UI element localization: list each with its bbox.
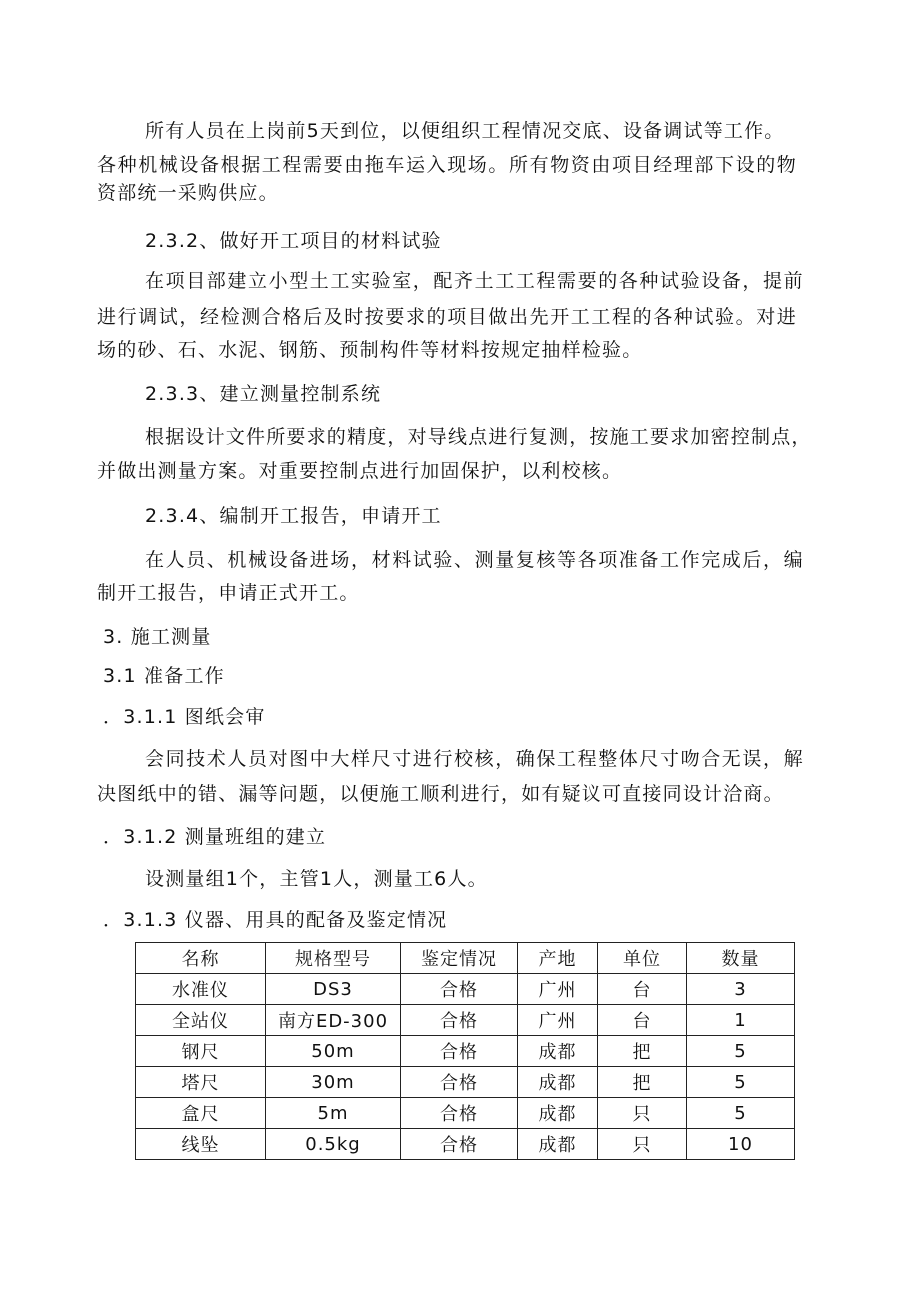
heading-3-1: 3.1 准备工作 [103,665,225,687]
table-cell: 5m [266,1098,401,1129]
paragraph-drawing-line-1: 会同技术人员对图中大样尺寸进行校核，确保工程整体尺寸吻合无误，解 [145,748,805,770]
table-cell: 30m [266,1067,401,1098]
paragraph-lab-line-2: 进行调试，经检测合格后及时按要求的项目做出先开工工程的各种试验。对进 [97,306,798,328]
table-cell: 台 [598,1005,687,1036]
paragraph-survey-line-1: 根据设计文件所要求的精度，对导线点进行复测，按施工要求加密控制点， [145,426,812,448]
table-cell: 合格 [401,1067,518,1098]
table-cell: 把 [598,1036,687,1067]
table-cell: 南方ED-300 [266,1005,401,1036]
table-cell: 5 [687,1036,795,1067]
table-cell: 合格 [401,1129,518,1160]
table-row [136,1036,795,1067]
paragraph-report-line-1: 在人员、机械设备进场，材料试验、测量复核等各项准备工作完成后，编 [145,549,805,571]
table-cell: 5 [687,1067,795,1098]
table-header-cell: 产地 [518,943,598,974]
table-header-cell: 规格型号 [266,943,401,974]
table-header-cell: 名称 [136,943,266,974]
table-cell: 塔尺 [136,1067,266,1098]
table-cell: 成都 [518,1129,598,1160]
heading-3: 3. 施工测量 [103,626,212,648]
paragraph-lab-line-3: 场的砂、石、水泥、钢筋、预制构件等材料按规定抽样检验。 [97,339,643,361]
heading-2-3-4: 2.3.4、编制开工报告，申请开工 [145,505,442,527]
table-cell: 台 [598,974,687,1005]
table-cell: 合格 [401,1005,518,1036]
table-cell: 只 [598,1098,687,1129]
table-header-row [136,943,795,974]
table-cell: 线坠 [136,1129,266,1160]
paragraph-team: 设测量组1个，主管1人，测量工6人。 [145,868,488,890]
table-cell: 50m [266,1036,401,1067]
table-cell: 水准仪 [136,974,266,1005]
paragraph-staffing-line-2: 各种机械设备根据工程需要由拖车运入现场。所有物资由项目经理部下设的物 [97,154,798,176]
paragraph-staffing-line-3: 资部统一采购供应。 [97,182,279,204]
table-header-cell: 鉴定情况 [401,943,518,974]
heading-3-1-1: ．3.1.1 图纸会审 [103,706,266,728]
heading-3-1-3: ．3.1.3 仪器、用具的配备及鉴定情况 [103,909,448,931]
table-row [136,1098,795,1129]
table-row [136,1129,795,1160]
table-cell: 10 [687,1129,795,1160]
table-cell: 把 [598,1067,687,1098]
heading-2-3-2: 2.3.2、做好开工项目的材料试验 [145,230,442,252]
table-cell: 只 [598,1129,687,1160]
table-cell: 广州 [518,974,598,1005]
table-cell: 钢尺 [136,1036,266,1067]
table-row [136,1067,795,1098]
table-cell: DS3 [266,974,401,1005]
paragraph-survey-line-2: 并做出测量方案。对重要控制点进行加固保护，以利校核。 [97,460,623,482]
table-cell: 全站仪 [136,1005,266,1036]
paragraph-report-line-2: 制开工报告，申请正式开工。 [97,582,360,604]
instrument-table [135,942,795,1160]
table-cell: 成都 [518,1036,598,1067]
table-cell: 0.5kg [266,1129,401,1160]
table-header-cell: 数量 [687,943,795,974]
table-cell: 5 [687,1098,795,1129]
table-cell: 合格 [401,1098,518,1129]
table-cell: 成都 [518,1067,598,1098]
table-row [136,974,795,1005]
table-row [136,1005,795,1036]
table-cell: 广州 [518,1005,598,1036]
heading-2-3-3: 2.3.3、建立测量控制系统 [145,383,382,405]
table-cell: 盒尺 [136,1098,266,1129]
heading-3-1-2: ．3.1.2 测量班组的建立 [103,826,327,848]
paragraph-drawing-line-2: 决图纸中的错、漏等问题，以便施工顺利进行，如有疑议可直接同设计洽商。 [97,783,784,805]
table-cell: 3 [687,974,795,1005]
table-cell: 成都 [518,1098,598,1129]
table-cell: 合格 [401,974,518,1005]
paragraph-lab-line-1: 在项目部建立小型土工实验室，配齐土工工程需要的各种试验设备，提前 [145,270,805,292]
table-header-cell: 单位 [598,943,687,974]
table-cell: 合格 [401,1036,518,1067]
paragraph-staffing-line-1: 所有人员在上岗前5天到位，以便组织工程情况交底、设备调试等工作。 [145,120,785,142]
table-cell: 1 [687,1005,795,1036]
